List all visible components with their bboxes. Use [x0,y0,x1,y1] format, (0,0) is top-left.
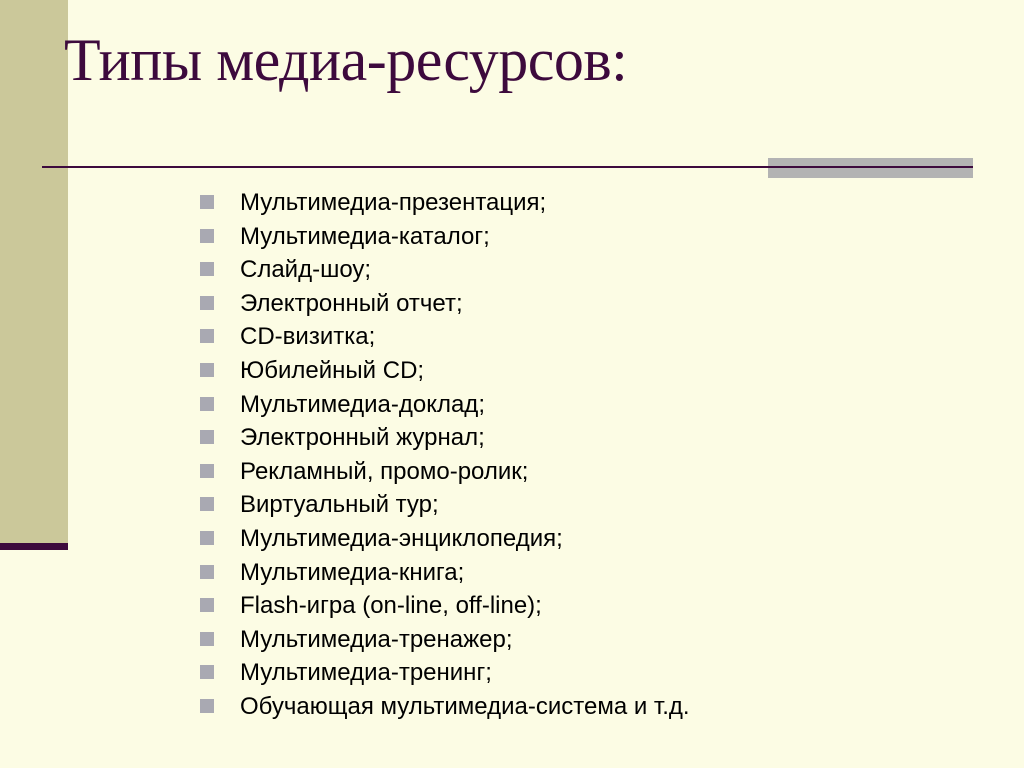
square-bullet-icon [200,632,214,646]
list-item-text: Flash-игра (on-line, off-line); [240,592,542,620]
square-bullet-icon [200,497,214,511]
list-item-text: Мультимедиа-энциклопедия; [240,524,563,552]
square-bullet-icon [200,397,214,411]
square-bullet-icon [200,363,214,377]
list-item-text: Слайд-шоу; [240,256,372,284]
list-item [200,388,990,422]
list-item-text: Мультимедиа-книга; [240,558,465,586]
list-item [200,186,990,220]
list-item [200,623,990,657]
square-bullet-icon [200,195,214,209]
square-bullet-icon [200,262,214,276]
list-item-text: Электронный журнал; [240,424,485,452]
sidebar-accent-bar [0,543,68,550]
list-item-text: Мультимедиа-каталог; [240,222,490,250]
list-item-text: Мультимедиа-доклад; [240,390,485,418]
bullet-list [200,186,990,724]
square-bullet-icon [200,665,214,679]
list-item [200,656,990,690]
square-bullet-icon [200,531,214,545]
list-item [200,421,990,455]
square-bullet-icon [200,296,214,310]
square-bullet-icon [200,565,214,579]
left-sidebar-decoration [0,0,68,543]
list-item [200,522,990,556]
square-bullet-icon [200,598,214,612]
square-bullet-icon [200,329,214,343]
list-item-text: Виртуальный тур; [240,491,439,519]
title-divider-line [42,166,973,168]
list-item [200,320,990,354]
square-bullet-icon [200,464,214,478]
list-item [200,589,990,623]
list-item [200,690,990,724]
square-bullet-icon [200,229,214,243]
list-item-text: CD-визитка; [240,323,376,351]
square-bullet-icon [200,699,214,713]
list-item [200,287,990,321]
list-item-text: Электронный отчет; [240,289,463,317]
slide-title: Типы медиа-ресурсов: [64,27,628,93]
list-item [200,556,990,590]
square-bullet-icon [200,430,214,444]
list-item [200,253,990,287]
list-item-text: Рекламный, промо-ролик; [240,457,529,485]
list-item-text: Мультимедиа-тренинг; [240,659,492,687]
list-item-text: Юбилейный CD; [240,356,425,384]
list-item [200,455,990,489]
list-item [200,354,990,388]
list-item-text: Обучающая мультимедиа-система и т.д. [240,692,690,720]
divider-accent-box [768,158,973,178]
list-item-text: Мультимедиа-презентация; [240,189,547,216]
list-item-text: Мультимедиа-тренажер; [240,625,513,653]
list-item [200,488,990,522]
list-item [200,220,990,254]
